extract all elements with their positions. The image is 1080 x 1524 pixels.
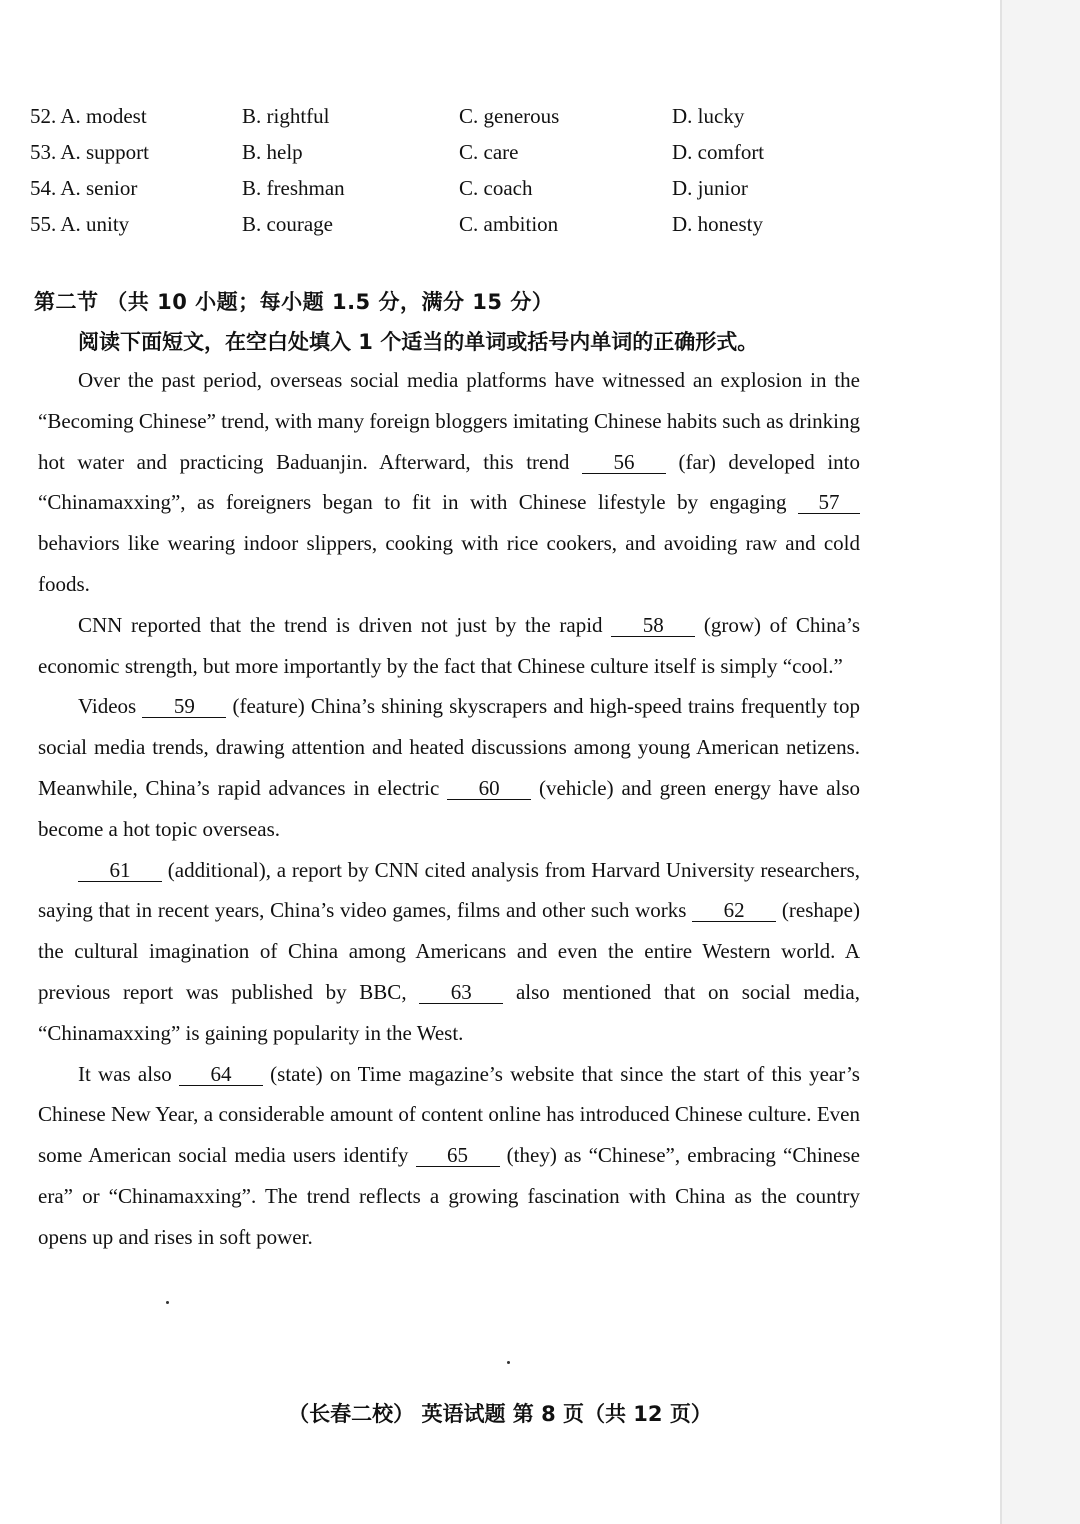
option-row-54 (30, 170, 830, 206)
option-a: 52. A. modest (30, 104, 147, 128)
option-b: B. rightful (242, 104, 330, 128)
text: (grow) of China’s economic strength, but more importantly by the fact that Chinese culture itself is simply “cool.” (38, 612, 861, 678)
blank-62: 62 (692, 899, 776, 922)
scan-speck (507, 1361, 510, 1364)
page-edge-shadow (1000, 0, 1080, 1524)
blank-61: 61 (78, 859, 162, 882)
option-d: D. comfort (672, 140, 765, 164)
blank-63: 63 (419, 981, 503, 1004)
blank-57: 57 (798, 491, 860, 514)
option-b: B. freshman (242, 176, 345, 200)
text: (far) developed into “Chinamaxxing”, as foreigners began to fit in with Chinese lifestyle by engaging (38, 449, 860, 515)
option-a: 54. A. senior (30, 176, 138, 200)
text: (reshape) the cultural imagination of China among Americans and even the entire Western world. A previous report was published by BBC, (38, 898, 860, 1004)
text: It was also (78, 1061, 179, 1086)
option-c: C. coach (459, 176, 533, 200)
text: also mentioned that on social media, “Chinamaxxing” is gaining popularity in the West. (38, 979, 860, 1045)
option-d: D. honesty (672, 212, 763, 236)
option-d: D. lucky (672, 104, 745, 128)
section-title: 第二节 （共 10 小题；每小题 1.5 分，满分 15 分） (34, 290, 554, 314)
text: Videos (78, 694, 143, 719)
scan-speck (166, 1301, 169, 1304)
page-footer: （长春二校） 英语试题 第 8 页（共 12 页） (288, 1402, 712, 1426)
text: Over the past period, overseas social media platforms have witnessed an explosion in the “Becoming Chinese” trend, with many foreign bloggers imitating Chinese habits such as drinking hot water and practicing Baduanjin. Afterward, this trend (38, 368, 860, 474)
text: (they) as “Chinese”, embracing “Chinese era” or “Chinamaxxing”. The trend reflects a growing fascination with China as the country opens up and rises in soft power. (38, 1143, 860, 1249)
option-a: 55. A. unity (30, 212, 130, 236)
blank-64: 64 (179, 1063, 263, 1086)
instruction-text: 阅读下面短文，在空白处填入 1 个适当的单词或括号内单词的正确形式。 (78, 330, 759, 354)
blank-58: 58 (611, 614, 695, 637)
option-a: 53. A. support (30, 140, 150, 164)
blank-60: 60 (447, 777, 531, 800)
option-c: C. generous (459, 104, 560, 128)
blank-65: 65 (416, 1144, 500, 1167)
passage (38, 360, 860, 1258)
option-c: C. care (459, 140, 519, 164)
text: (vehicle) and green energy have also become a hot topic overseas. (38, 775, 860, 841)
paragraph-2 (38, 605, 860, 687)
text: (feature) China’s shining skyscrapers and high-speed trains frequently top social media trends, drawing attention and heated discussions among young American netizens. Meanwhile, China’s rapid advances in electric (38, 694, 860, 800)
blank-56: 56 (582, 451, 666, 474)
option-row-53 (30, 134, 830, 170)
paragraph-5 (38, 1054, 860, 1258)
option-d: D. junior (672, 176, 748, 200)
options-block (30, 98, 830, 242)
text: (state) on Time magazine’s website that since the start of this year’s Chinese New Year, a considerable amount of content online has introduced Chinese culture. Even some American social media users identify (38, 1061, 860, 1168)
text: behaviors like wearing indoor slippers, cooking with rice cookers, and avoiding raw and cold foods. (38, 531, 860, 596)
option-row-52 (30, 98, 830, 134)
paragraph-3 (38, 686, 860, 849)
text: (additional), a report by CNN cited analysis from Harvard University researchers, saying that in recent years, China’s video games, films and other such works (38, 857, 860, 923)
blank-59: 59 (142, 695, 226, 718)
option-b: B. courage (242, 212, 333, 236)
paragraph-4 (38, 850, 860, 1054)
option-c: C. ambition (459, 212, 559, 236)
option-b: B. help (242, 140, 303, 164)
option-row-55 (30, 206, 830, 242)
text: CNN reported that the trend is driven not just by the rapid (78, 612, 612, 637)
paragraph-1 (38, 360, 860, 605)
